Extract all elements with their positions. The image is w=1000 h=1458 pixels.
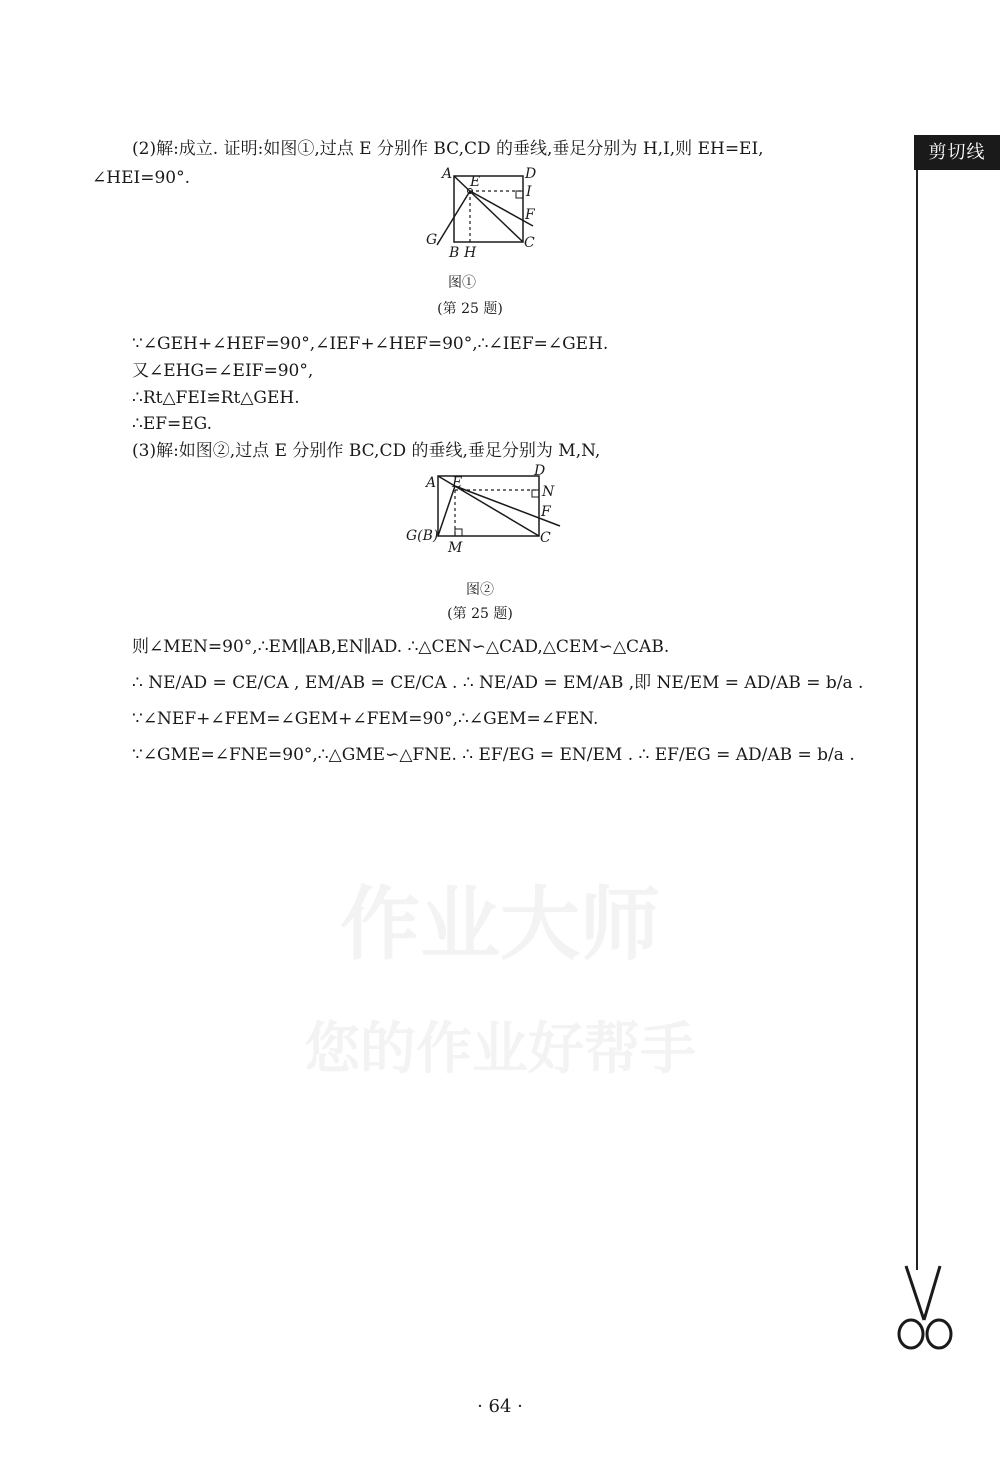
fig2-label-GB: G(B) (406, 528, 439, 544)
fig1-label-B: B (449, 245, 460, 260)
part3-intro: (3)解:如图②,过点 E 分别作 BC,CD 的垂线,垂足分别为 M,N, (132, 441, 601, 461)
fig1-label-D: D (525, 166, 537, 182)
fig1-label-E: E (470, 174, 481, 190)
page-number: · 64 · (477, 1396, 523, 1417)
figure-1-caption: 图① (448, 275, 476, 291)
part2-step2: 又∠EHG=∠EIF=90°, (132, 361, 314, 381)
part2-step3: ∴Rt△FEI≌Rt△GEH. (132, 388, 300, 408)
watermark-line2: 您的作业好帮手 (304, 1017, 696, 1082)
figure-1 (418, 160, 550, 260)
part3-line3: ∵∠NEF+∠FEM=∠GEM+∠FEM=90°,∴∠GEM=∠FEN. (132, 709, 599, 729)
part3-line2: ∴ NE/AD = CE/CA , EM/AB = CE/CA . ∴ NE/AD = EM/AB ,即 NE/EM = AD/AB = b/a . (132, 673, 864, 693)
fig2-label-C: C (540, 530, 551, 546)
watermark-line1: 作业大师 (340, 878, 660, 971)
fig1-label-F: F (525, 207, 535, 223)
fig1-label-I: I (526, 184, 532, 200)
fig2-label-E: E (452, 475, 463, 491)
fig2-label-N: N (542, 484, 555, 500)
scissors-icon (890, 1262, 962, 1352)
fig1-label-G: G (426, 232, 438, 248)
part2-intro-line1: (2)解:成立. 证明:如图①,过点 E 分别作 BC,CD 的垂线,垂足分别为 H,I,则 EH=EI, (132, 139, 764, 159)
cut-line-tab: 剪切线 (914, 135, 1000, 170)
part3-line4: ∵∠GME=∠FNE=90°,∴△GME∽△FNE. ∴ EF/EG = EN/EM . ∴ EF/EG = AD/AB = b/a . (132, 745, 855, 765)
figure-2 (400, 460, 570, 560)
fig2-label-A: A (426, 475, 437, 491)
fig1-label-A: A (442, 166, 453, 182)
part2-intro-line2: ∠HEI=90°. (92, 168, 190, 188)
part2-step1: ∵∠GEH+∠HEF=90°,∠IEF+∠HEF=90°,∴∠IEF=∠GEH. (132, 334, 609, 354)
part2-step4: ∴EF=EG. (132, 414, 213, 434)
fig2-label-D: D (534, 463, 546, 479)
cut-line (916, 170, 918, 1270)
fig1-label-H: H (464, 245, 477, 260)
figure-2-subcaption: (第 25 题) (447, 606, 513, 622)
figure-1-subcaption: (第 25 题) (437, 301, 503, 317)
fig1-label-C: C (524, 235, 535, 251)
part3-line1: 则∠MEN=90°,∴EM∥AB,EN∥AD. ∴△CEN∽△CAD,△CEM∽△CAB. (132, 637, 670, 657)
figure-2-caption: 图② (466, 582, 494, 598)
fig2-label-F: F (541, 504, 551, 520)
fig2-label-M: M (448, 540, 463, 556)
